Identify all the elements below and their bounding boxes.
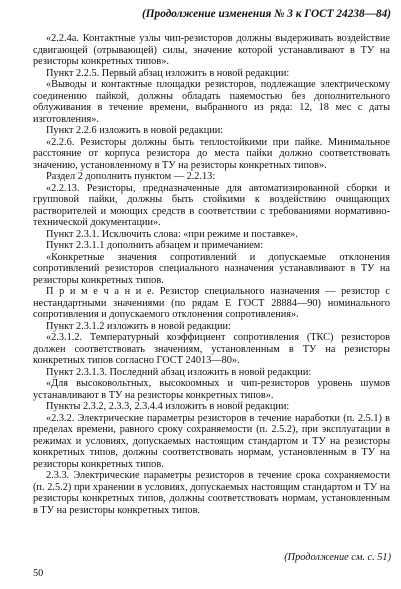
paragraph: Раздел 2 дополнить пунктом — 2.2.13: — [46, 171, 216, 182]
paragraph: Пункты 2.3.2, 2.3.3, 2.3.4.4 изложить в новой редакции: — [46, 401, 290, 412]
paragraph: «2.2.4а. Контактные узлы чип-резисторов должны выдерживать воздействие сдвигающей (отрывающей) силы, значение которой устанавливают в ТУ на резисторы конкретных типов». — [33, 33, 390, 67]
paragraph: «2.3.1.2. Температурный коэффициент сопротивления (ТКС) резисторов должен соответствовать значениям, установленным в ТУ на резисторы конкретных типов согласно ГОСТ 24013—80». — [33, 332, 390, 366]
paragraph: 2.3.3. Электрические параметры резисторов в течение срока сохраняемости (п. 2.5.2) при хранении в условиях, допускаемых настоящим стандартом и ТУ на резисторы конкретных типов, должны соответствовать нормам, установленным в ТУ на резисторы конкретных типов. — [33, 470, 390, 516]
note-paragraph — [33, 286, 390, 321]
paragraph: «2.3.2. Электрические параметры резисторов в течение наработки (п. 2.5.1) в пределах времени, равного сроку сохраняемости (п. 2.5.2), при эксплуатации в режимах и условиях, допускаемых настоящим стандартом и ТУ на резисторы конкретных типов, должны соответствовать нормам, установленным в ТУ на резисторы конкретных типов. — [33, 412, 390, 470]
paragraph: «Для высоковольтных, высокоомных и чип-резисторов уровень шумов устанавливают в ТУ на резисторы конкретных типов». — [33, 378, 390, 401]
paragraph: «2.2.6. Резисторы должны быть теплостойкими при пайке. Минимальное расстояние от корпуса резистора до места пайки должно соответствовать значению, установленному в ТУ на резисторы конкретных типов». — [33, 136, 390, 171]
note-text: Резистор специального назначения — резистор с нестандартными значениями (по рядам Е ГОСТ 28884—90) номинального сопротивления и допускаемого отклонения сопротивления». — [33, 286, 390, 320]
paragraph: Пункт 2.3.1. Исключить слова: «при режиме и поставке». — [46, 228, 298, 240]
continuation-note: (Продолжение см. с. 51) — [284, 552, 391, 563]
page-number: 50 — [33, 568, 44, 579]
paragraph: «2.2.13. Резисторы, предназначенные для автоматизированной сборки и групповой пайки, должны быть стойкими к воздействию очищающих растворителей и моющих средств в соответствии с требованиями нормативно-технической документации». — [33, 182, 390, 228]
paragraph: Пункт 2.2.6 изложить в новой редакции: — [46, 125, 224, 136]
note-label: П р и м е ч а н и е. — [46, 286, 155, 297]
paragraph: «Выводы и контактные площадки резисторов, подлежащие электрическому соединению пайкой, должны обладать паяемостью без дополнительного облуживания в течение времени, выбранного из ряда: 12, 18 мес с даты изготовления». — [33, 79, 390, 125]
running-header: (Продолжение изменения № 3 к ГОСТ 24238—84) — [142, 8, 391, 20]
paragraph: Пункт 2.3.1.3. Последний абзац изложить в новой редакции: — [46, 366, 312, 378]
paragraph: Пункт 2.3.1.1 дополнить абзацем и примечанием: — [46, 240, 264, 251]
paragraph: Пункт 2.2.5. Первый абзац изложить в новой редакции: — [46, 67, 290, 79]
paragraph: «Конкретные значения сопротивлений и допускаемые отклонения сопротивлений резисторов специального назначения устанавливают в ТУ на резисторы конкретных типов. — [33, 251, 390, 286]
body-text — [33, 33, 390, 516]
paragraph: Пункт 2.3.1.2 изложить в новой редакции: — [46, 320, 231, 332]
